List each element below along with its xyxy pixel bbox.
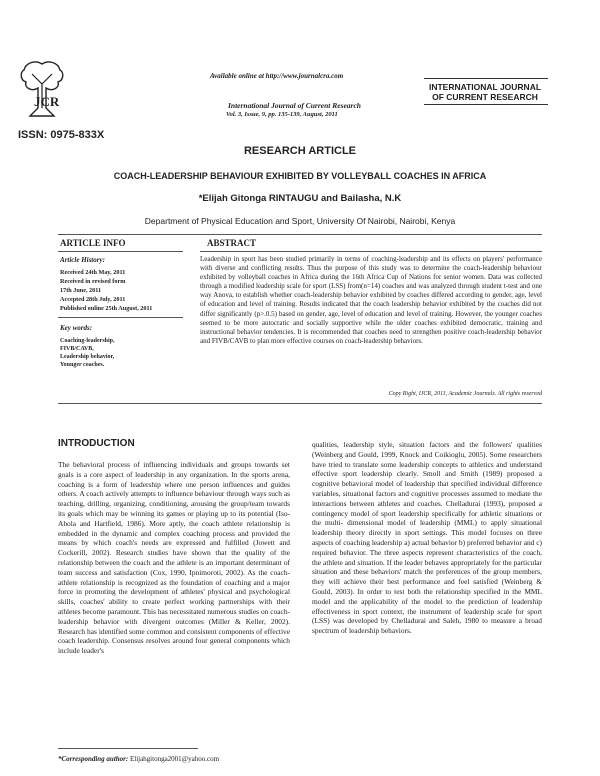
keywords-label: Key words: bbox=[60, 324, 93, 332]
history-item: Received 24th May, 2011 bbox=[60, 269, 126, 276]
intro-column-left: The behavioral process of influencing individuals and groups towards set goals is a core aspect of leadership in any organization. In the sports arena, coaching is a form of leadership where one person influences and guides others. A coach actively attempts to influence behaviour through ways such as teaching, drilling, organizing, conditioning, arousing the group/team towards its goals which may be winning its games or playing up to its potential (Iso-Ahola and Hartfield, 1986). More aptly, the coach athlete relationship is embedded in the dynamic and complex coaching process and provided the means by which coach's needs are expressed and fulfilled (Jowett and Cockerill, 2002). Research studies have shown that the quality of the relationship between the coach and the athlete is an important determinant of team success and satisfaction (Cox, 1990, Ipnimoroti, 2002). As the coach-athlete relationship is recognized as the foundation of coaching and a major force in promoting the development of athletes' physical and psychological skills, coaches' ability to create perfect working partnerships with their athletes become paramount. This has necessitated numerous studies on coach-leadership behavior with divergent outcomes (Miller & Keller, 2002). Research has identified some common and consistent components of effective coach leadership. Consensus resolves around four general components which include leader's bbox=[58, 460, 290, 656]
keyword-item: Leadership behavior, bbox=[60, 354, 115, 360]
corresponding-label: *Corresponding author: bbox=[58, 755, 129, 763]
journal-logo bbox=[18, 58, 66, 120]
keyword-item: Coaching-leadership, bbox=[60, 338, 115, 344]
volume-info: Vol. 3, Issue, 9, pp. 135-139, August, 2011 bbox=[226, 111, 338, 118]
abstract-text: Leadership in sport has been studied primarily in terms of coaching-leadership and its effects on players' performance with diverse and conflicting results. Thus the purpose of this study was to determine the coach-leadership behaviour exhibited by volleyball coaches in Africa during the 16th Africa Cup of Nations for senior women. Data was collected through a modified leadership scale for sport (LSS) from(n=14) coaches and was analyzed through student t-test and one way Anova, to establish whether coach-leadership behavior exhibited by coaches differed according to gender, age, level of education and level of training. Results indicated that the coach leadership behavior exhibited by the coaches did not differ significantly (p>.0.5) based on gender, age, level of education and level of training. However, the younger coaches seemed to be more autocratic and socially supportive while the older coaches exhibited democratic, training and instructional behavior tendencies. It is recommended that coaches need to strengthen positive coach-leadership behavior and FIVB/CAVB to plan more effective courses on coach-leadership behaviors. bbox=[200, 255, 542, 345]
article-type: RESEARCH ARTICLE bbox=[243, 145, 357, 157]
keyword-item: FIVB/CAVB, bbox=[60, 346, 94, 352]
svg-text:JCR: JCR bbox=[34, 94, 60, 109]
article-title: COACH-LEADERSHIP BEHAVIOUR EXHIBITED BY VOLLEYBALL COACHES IN AFRICA bbox=[113, 171, 487, 181]
divider-bottom bbox=[58, 403, 542, 404]
journal-name: International Journal of Current Research bbox=[228, 101, 361, 110]
history-list bbox=[60, 268, 152, 313]
divider-abstract bbox=[200, 251, 542, 252]
history-item: Published online 25th August, 2011 bbox=[60, 305, 153, 312]
keyword-item: Younger coaches. bbox=[60, 362, 105, 368]
divider-info bbox=[58, 251, 183, 252]
history-item: 17th June, 2011 bbox=[60, 287, 102, 294]
footnote-rule bbox=[58, 748, 198, 749]
wordmark-line1: INTERNATIONAL JOURNAL bbox=[428, 82, 542, 92]
corresponding-email[interactable]: Elijahgitonga2001@yahoo.com bbox=[129, 755, 220, 763]
history-item: Received in revised form bbox=[60, 278, 126, 285]
corresponding-author bbox=[58, 755, 219, 763]
divider-keywords bbox=[58, 317, 183, 318]
wordmark-line2: OF CURRENT RESEARCH bbox=[432, 92, 538, 102]
history-item: Accepted 28th July, 2011 bbox=[60, 296, 126, 303]
abstract-heading: ABSTRACT bbox=[207, 238, 257, 248]
introduction-heading: INTRODUCTION bbox=[58, 438, 135, 449]
header-rule-bottom bbox=[424, 104, 548, 105]
keywords-list bbox=[60, 337, 115, 369]
journal-wordmark bbox=[420, 82, 550, 102]
history-label: Article History: bbox=[60, 256, 105, 264]
issn: ISSN: 0975-833X bbox=[18, 129, 105, 141]
article-authors: *Elijah Gitonga RINTAUGU and Bailasha, N.K bbox=[198, 193, 402, 204]
article-affiliation: Department of Physical Education and Sport, University Of Nairobi, Nairobi, Kenya bbox=[144, 216, 456, 226]
intro-column-right: qualities, leadership style, situation factors and the followers' qualities (Weinberg and Gould, 1999, Knock and Coikioglu, 2005). Some researchers have tried to translate some leadership concepts to athletics and understand effective sport leadership clearly. Smoll and Smith (1989) proposed a cognitive behavioral model of leadership that specified individual difference variables, situational factors and cognitive processes assumed to mediate the interactions between athletes and coaches. Chelladurai (1993), proposed a contingency model of sport leadership specifically for athletic situations or the multi- dimensional model of leadership (MML) to apply situational leadership theory directly in sport settings. This model focuses on three aspects of coaching leadership a) actual behavior b) preferred behavior and c) required behavior. The three aspects represent characteristics of the coach, the athlete and situation. If the leader behaves appropriately for the particular situation and these behaviors' match the preferences of the group members, they will achieve their best performance and feel satisfied (Weinberg & Gould, 2003). In order to test both the relationship specified in the MML model and the applicability of the model to the prediction of leadership effectiveness in sport context, the instrument of leadership scale for sport (LSS) was developed by Chelladurai and Saleh, 1980 to measure a broad spectrum of leadership behaviors. bbox=[312, 440, 542, 636]
article-info-heading: ARTICLE INFO bbox=[60, 238, 126, 248]
availability-line: Available online at http://www.journalcra.com bbox=[210, 72, 344, 80]
copyright-line: Copy Right, IJCR, 2011, Academic Journals. All rights reserved bbox=[388, 391, 542, 397]
header-rule-top bbox=[424, 78, 548, 79]
divider-top bbox=[58, 234, 542, 235]
